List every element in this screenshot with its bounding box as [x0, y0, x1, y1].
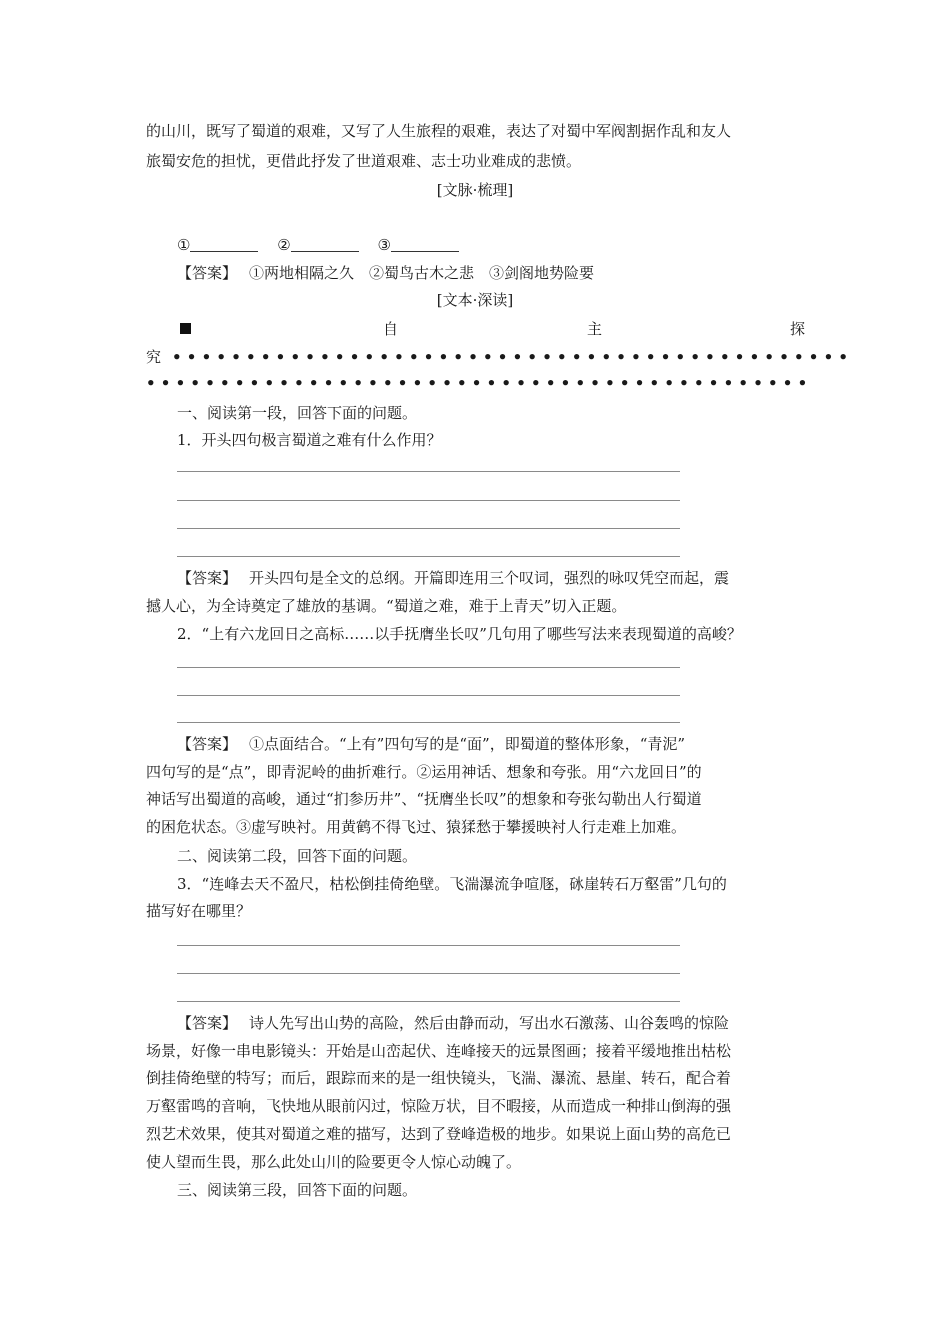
answer-line[interactable]: [177, 973, 680, 974]
intro-line-2: 旅蜀安危的担忧，更借此抒发了世道艰难、志士功业难成的悲愤。: [146, 152, 582, 170]
answer-3-line-1: [177, 1012, 729, 1034]
answer-3-line-2: 场景，好像一串电影镜头：开始是山峦起伏、连峰接天的远景图画；接着平缓地推出枯松: [146, 1042, 732, 1060]
part-1-heading: 一、阅读第一段，回答下面的问题。: [177, 404, 418, 422]
answer-1-text: 开头四句是全文的总纲。开篇即连用三个叹词，强烈的咏叹凭空而起，震: [249, 569, 730, 587]
answer-3-line-6: 使人望而生畏，那么此处山川的险要更令人惊心动魄了。: [146, 1153, 522, 1171]
blank-1-marker: ①: [177, 236, 191, 254]
answer-line[interactable]: [177, 695, 680, 696]
question-1: 1．开头四句极言蜀道之难有什么作用？: [177, 431, 442, 449]
heading-char-zhu: 主: [587, 320, 603, 338]
fill-blanks-row: [177, 234, 473, 256]
blank-2[interactable]: [291, 235, 359, 252]
question-3-line-2: 描写好在哪里？: [146, 902, 252, 920]
answer-label: 【答案】: [177, 569, 238, 587]
answer-1-line-1: [177, 567, 729, 589]
square-bullet-icon: [180, 318, 191, 340]
answer-label: 【答案】: [177, 264, 238, 282]
emphasis-dots-row-1: • • • • • • • • • • • • • • • • • • • • • • • • • • • • • • • • • • • • • • • • • • • • • •: [172, 348, 849, 366]
answer-1-line-2: 撼人心，为全诗奠定了雄放的基调。“蜀道之难，难于上青天”切入正题。: [146, 597, 627, 615]
heading-char-tan: 探: [790, 320, 806, 338]
answer-0: [177, 262, 594, 284]
answer-line[interactable]: [177, 528, 680, 529]
emphasis-dots-row-2: • • • • • • • • • • • • • • • • • • • • • • • • • • • • • • • • • • • • • • • • • • • • •: [146, 374, 808, 392]
question-2: 2．“上有六龙回日之高标……以手抚膺坐长叹”几句用了哪些写法来表现蜀道的高峻？: [177, 625, 742, 643]
answer-line[interactable]: [177, 722, 680, 723]
heading-char-zi: 自: [383, 320, 399, 338]
answer-2-text: ①点面结合。“上有”四句写的是“面”，即蜀道的整体形象，“青泥”: [249, 735, 686, 753]
answer-3-text: 诗人先写出山势的高险，然后由静而动，写出水石激荡、山谷轰鸣的惊险: [249, 1014, 730, 1032]
intro-line-1: 的山川，既写了蜀道的艰难，又写了人生旅程的艰难，表达了对蜀中军阀割据作乱和友人: [146, 122, 732, 140]
answer-3-line-5: 烈艺术效果，使其对蜀道之难的描写，达到了登峰造极的地步。如果说上面山势的高危已: [146, 1125, 732, 1143]
answer-line[interactable]: [177, 500, 680, 501]
blank-3-marker: ③: [377, 236, 391, 254]
answer-2-line-1: [177, 733, 685, 755]
section-heading-wenmai: [文脉·梳理]: [436, 181, 514, 199]
answer-2-line-3: 神话写出蜀道的高峻，通过“扪参历井”、“抚膺坐长叹”的想象和夸张勾勒出人行蜀道: [146, 790, 702, 808]
answer-label: 【答案】: [177, 1014, 238, 1032]
part-2-heading: 二、阅读第二段，回答下面的问题。: [177, 847, 418, 865]
answer-2-line-2: 四句写的是“点”，即青泥岭的曲折难行。②运用神话、想象和夸张。用“六龙回日”的: [146, 763, 702, 781]
answer-line[interactable]: [177, 471, 680, 472]
heading-char-jiu: 究: [146, 348, 162, 366]
part-3-heading: 三、阅读第三段，回答下面的问题。: [177, 1181, 418, 1199]
blank-2-marker: ②: [277, 236, 291, 254]
section-heading-wenben: [文本·深读]: [436, 291, 514, 309]
answer-0-text: ①两地相隔之久 ②蜀鸟古木之悲 ③剑阁地势险要: [249, 264, 595, 282]
answer-line[interactable]: [177, 667, 680, 668]
answer-3-line-3: 倒挂倚绝壁的特写；而后，跟踪而来的是一组快镜头，飞湍、瀑流、悬崖、转石，配合着: [146, 1069, 732, 1087]
blank-3[interactable]: [391, 235, 459, 252]
question-3-line-1: 3．“连峰去天不盈尺，枯松倒挂倚绝壁。飞湍瀑流争喧豗，砯崖转石万壑雷”几句的: [177, 875, 727, 893]
answer-line[interactable]: [177, 1001, 680, 1002]
answer-3-line-4: 万壑雷鸣的音响，飞快地从眼前闪过，惊险万状，目不暇接，从而造成一种排山倒海的强: [146, 1097, 732, 1115]
answer-line[interactable]: [177, 945, 680, 946]
answer-line[interactable]: [177, 556, 680, 557]
blank-1[interactable]: [190, 235, 258, 252]
answer-2-line-4: 的困危状态。③虚写映衬。用黄鹤不得飞过、猿猱愁于攀援映衬人行走难上加难。: [146, 818, 687, 836]
answer-label: 【答案】: [177, 735, 238, 753]
